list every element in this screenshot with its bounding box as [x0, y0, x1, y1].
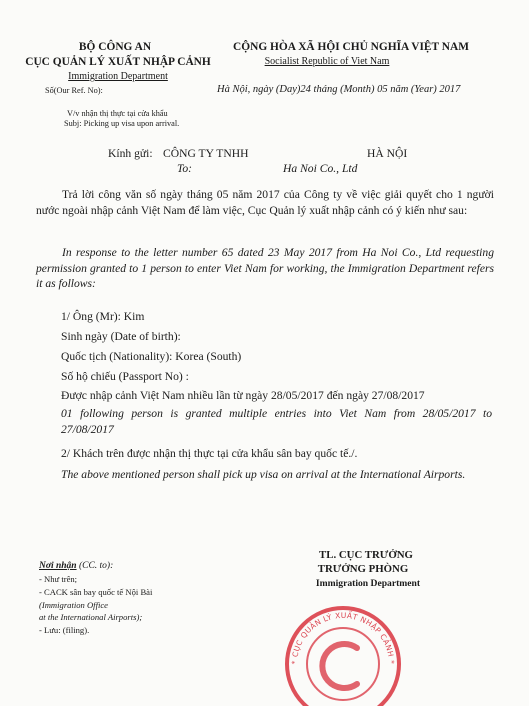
signature-title: TL. CỤC TRƯỞNG [319, 549, 413, 561]
nationality: Quốc tịch (Nationality): Korea (South) [61, 350, 242, 363]
department-name-en: Immigration Department [68, 71, 168, 82]
seal-outer-ring [287, 608, 399, 706]
recipient-city: HÀ NỘI [367, 147, 408, 160]
cc-title: Nơi nhận [39, 561, 77, 571]
nation-title: CỘNG HÒA XÃ HỘI CHỦ NGHĨA VIỆT NAM [233, 41, 469, 53]
signature-title-en: Immigration Department [315, 578, 421, 589]
ministry-name: BỘ CÔNG AN [78, 41, 152, 53]
department-name: CỤC QUẢN LÝ XUẤT NHẬP CẢNH [25, 56, 211, 68]
cc-item: (Immigration Office [39, 600, 108, 610]
cc-item: - Lưu: (filing). [39, 625, 90, 635]
recipient-company: CÔNG TY TNHH [163, 147, 249, 160]
person-name: 1/ Ông (Mr): Kim [61, 310, 145, 323]
seal-ring-text: * CỤC QUẢN LÝ XUẤT NHẬP CẢNH * [289, 610, 397, 665]
cc-heading [39, 561, 113, 571]
cc-item: - Như trên; [39, 574, 78, 584]
to-company: Ha Noi Co., Ltd [283, 162, 358, 175]
cc-item: - CACK sân bay quốc tế Nội Bài [39, 587, 153, 597]
pickup-note-en: The above mentioned person shall pick up visa on arrival at the International Airports. [61, 468, 466, 481]
entry-permission-vi: Được nhập cảnh Việt Nam nhiều lần từ ngày 28/05/2017 đến ngày 27/08/2017 [61, 389, 425, 402]
subject-en: Subj: Picking up visa upon arrival. [64, 119, 180, 128]
cc-title-en: (CC. to): [76, 561, 114, 571]
entry-permission-en: 01 following person is granted multiple entries into Viet Nam from 28/05/2017 to 27/08/2017 [61, 407, 492, 436]
official-seal [283, 598, 403, 706]
pickup-note-vi: 2/ Khách trên được nhận thị thực tại cửa khẩu sân bay quốc tế./. [61, 447, 358, 460]
passport-number: Số hộ chiếu (Passport No) : [61, 370, 189, 383]
reply-paragraph-vi: Trả lời công văn số ngày tháng 05 năm 2017 của Công ty về việc giải quyết cho 1 người nước ngoài nhập cảnh Việt Nam để làm việc, Cục Quản lý xuất nhập cảnh có ý kiến như sau: [36, 188, 494, 217]
date-of-birth: Sinh ngày (Date of birth): [61, 330, 181, 343]
to-label: To: [177, 162, 193, 175]
reference-number: Số(Our Ref. No): [45, 86, 103, 95]
svg-text:* CỤC QUẢN LÝ XUẤT NHẬP CẢNH * [290, 610, 396, 664]
seal-crescent-mark [322, 644, 357, 688]
recipient-label: Kính gửi: [108, 147, 153, 160]
reply-paragraph-en: In response to the letter number 65 dated 23 May 2017 from Ha Noi Co., Ltd requesting permission granted to 1 person to enter Viet Nam for working, the Immigration Department refers it as follows: [36, 246, 494, 290]
nation-title-en: Socialist Republic of Viet Nam [264, 56, 390, 67]
signature-subtitle: TRƯỞNG PHÒNG [317, 563, 409, 575]
cc-item: at the International Airports); [39, 612, 143, 622]
date-line: Hà Nội, ngày (Day)24 tháng (Month) 05 năm (Year) 2017 [217, 84, 461, 95]
subject-vi: V/v nhận thị thực tại cửa khẩu [67, 109, 168, 118]
